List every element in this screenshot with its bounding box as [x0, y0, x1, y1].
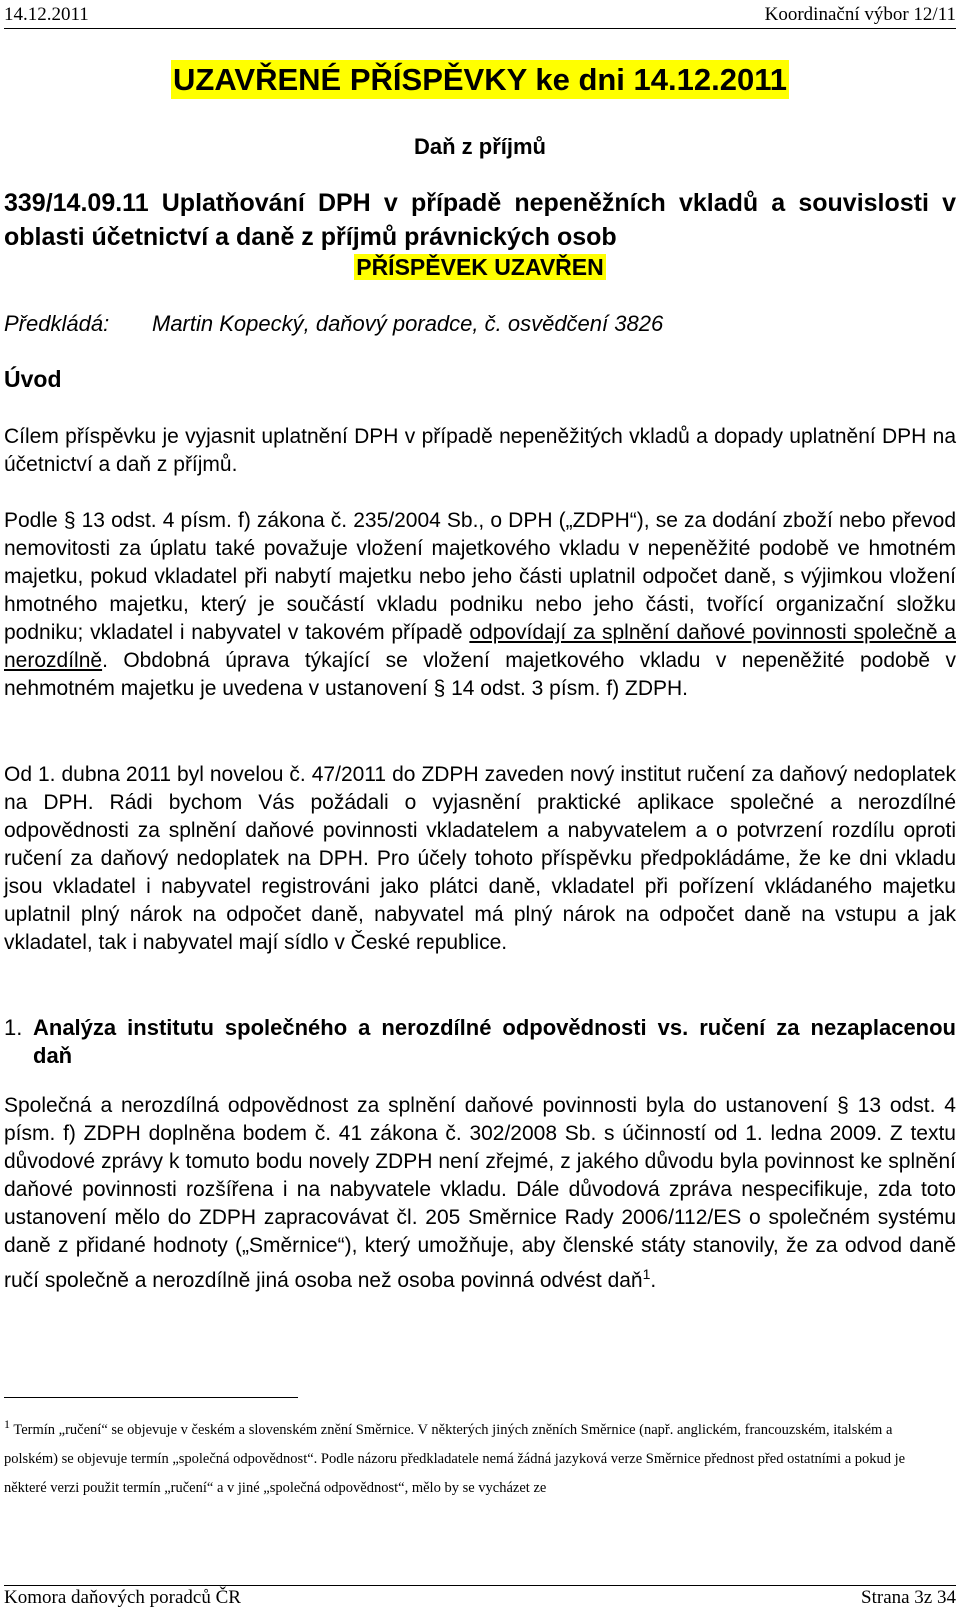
heading-number: 1.: [4, 1015, 23, 1040]
heading-text: Analýza institutu společného a nerozdílné odpovědnosti vs. ručení za nezaplacenou daň: [33, 1015, 956, 1068]
page-footer: [4, 1585, 956, 1609]
contribution-title: 339/14.09.11 Uplatňování DPH v případě nepeněžních vkladů a souvislosti v oblasti účetnictví a daně z příjmů právnických osob: [4, 189, 956, 251]
paragraph-legal-basis: [4, 507, 956, 703]
presenter-label: Předkládá:: [4, 311, 110, 336]
footer-org: Komora daňových poradců ČR: [4, 1587, 241, 1608]
status-badge: [0, 254, 960, 281]
page-title-text: UZAVŘENÉ PŘÍSPĚVKY ke dni 14.12.2011: [173, 62, 787, 97]
page-header: [4, 4, 956, 28]
footnote: [4, 1410, 944, 1503]
header-committee: Koordinační výbor 12/11: [764, 4, 956, 25]
header-rule: [4, 28, 956, 29]
paragraph-amendment: Od 1. dubna 2011 byl novelou č. 47/2011 do ZDPH zaveden nový institut ručení za daňový nedoplatek na DPH. Rádi bychom Vás požádali o vyjasnění praktické aplikace společné a nerozdílné odpovědnosti za splnění daňové povinnosti vkladatelem a nabyvatelem a o potvrzení rozdílu oproti ručení za daňový nedoplatek na DPH. Pro účely tohoto příspěvku předpokládáme, že ke dni vkladu jsou vkladatel i nabyvatel registrováni jako plátci daně, vkladatel při pořízení vkládaného majetku uplatnil plný nárok na odpočet daně, nabyvatel má plný nárok na odpočet daně na vstupu a jak vkladatel, tak i nabyvatel mají sídlo v České republice.: [4, 763, 956, 954]
paragraph-legal-basis-a: Podle § 13 odst. 4 písm. f) zákona č. 235/2004 Sb., o DPH („ZDPH“), se za dodání zboží nebo převod nemovitosti za úplatu také považuje vložení majetkového vkladu v nepeněžité podobě ve hmotném majetku, pokud vkladatel při nabytí majetku nebo jeho části uplatnil odpočet daně, s výjimkou vložení hmotného majetku, který je součástí vkladu podniku nebo jeho části, tvořící organizační složku podniku; vkladatel i nabyvatel v takovém případě: [4, 509, 956, 644]
paragraph-analysis: [4, 1092, 956, 1295]
footnote-number: 1: [4, 1417, 10, 1431]
paragraph-legal-basis-underlined: odpovídají za splnění daňové povinnosti společně a nerozdílně: [4, 621, 956, 672]
paragraph-analysis-end: .: [650, 1269, 657, 1292]
paragraph-analysis-text: Společná a nerozdílná odpovědnost za splnění daňové povinnosti byla do ustanovení § 13 odst. 4 písm. f) ZDPH doplněna bodem č. 41 zákona č. 302/2008 Sb. s účinností od 1. ledna 2009. Z textu důvodové zprávy k tomuto bodu novely ZDPH není zřejmé, z jakého důvodu byla povinnost ke splnění daňové povinnosti rozšířena i na nabyvatele vkladu. Dále důvodová zpráva nespecifikuje, zda toto ustanovení mělo do ZDPH zapracovávat čl. 205 Směrnice Rady 2006/112/ES o společném systému daně z přidané hodnoty („Směrnice“), který umožňuje, aby členské státy stanovily, že za odvod daně ručí společně a nerozdílně jiná osoba než osoba povinná odvést daň: [4, 1094, 956, 1292]
footnote-ref[interactable]: 1: [642, 1266, 651, 1282]
footnote-rule: [4, 1397, 298, 1398]
status-text: PŘÍSPĚVEK UZAVŘEN: [356, 254, 604, 280]
presenter-line: [4, 311, 664, 337]
intro-heading: Úvod: [4, 366, 62, 392]
header-date: 14.12.2011: [4, 4, 89, 25]
paragraph-aim: Cílem příspěvku je vyjasnit uplatnění DPH v případě nepeněžitých vkladů a dopady uplatnění DPH na účetnictví a daň z příjmů.: [4, 425, 956, 476]
paragraph-legal-basis-b: . Obdobná úprava týkající se vložení majetkového vkladu v nepeněžité podobě v nehmotném majetku je uvedena v ustanovení § 14 odst. 3 písm. f) ZDPH.: [4, 649, 956, 700]
footer-page-number: Strana 3z 34: [861, 1587, 956, 1608]
footnote-text: Termín „ručení“ se objevuje v českém a slovenském znění Směrnice. V některých jiných zněních Směrnice (např. anglickém, francouzském, italském a polském) se objevuje termín „společná odpovědnost“. Podle názoru předkladatele nemá žádná jazyková verze Směrnice přednost před ostatními a pokud je některé verzi použit termín „ručení“ a v jiné „společná odpovědnost“, mělo by se vycházet ze: [4, 1421, 906, 1496]
page-title: [0, 62, 960, 98]
numbered-heading: [4, 1014, 956, 1070]
presenter-value: Martin Kopecký, daňový poradce, č. osvědčení 3826: [152, 311, 664, 336]
section-heading: Daň z příjmů: [413, 134, 546, 159]
